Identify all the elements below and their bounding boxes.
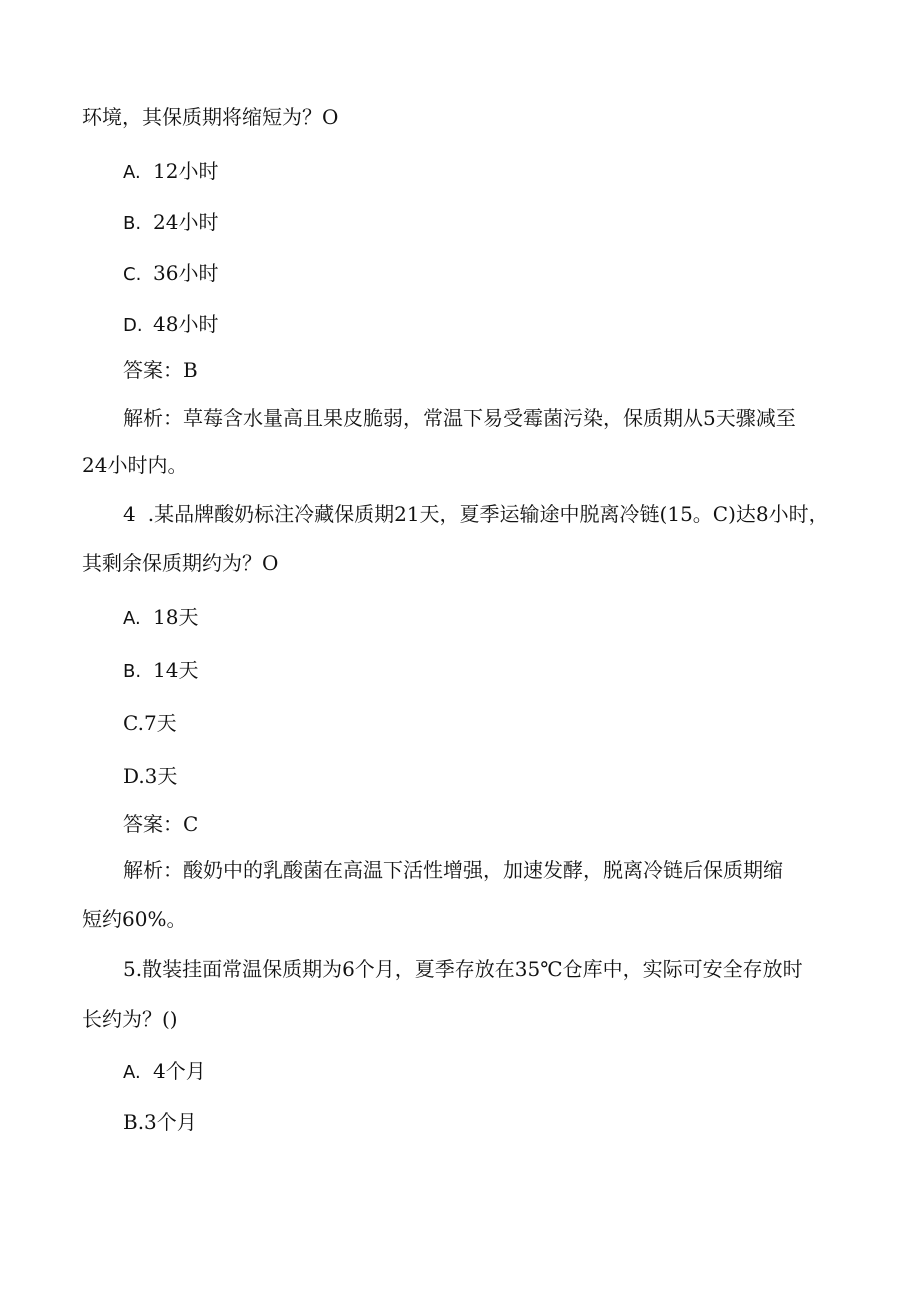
q3-option-d	[123, 310, 218, 340]
q3-answer: 答案：B	[123, 358, 198, 382]
q5-option-b: B.3个月	[123, 1110, 197, 1134]
q4-option-a-letter: A.	[123, 608, 141, 629]
q3-stem-tail: 环境，其保质期将缩短为？O	[82, 105, 339, 129]
q5-stem-line-1: 5.散装挂面常温保质期为6个月，夏季存放在35℃仓库中，实际可安全存放时	[123, 957, 803, 981]
q4-number: 4	[123, 502, 136, 526]
q3-option-a-text: 12小时	[153, 159, 219, 183]
q3-option-d-letter: D.	[123, 315, 143, 336]
q4-stem-line-2: 其剩余保质期约为？O	[82, 551, 279, 575]
q4-stem-text: .某品牌酸奶标注冷藏保质期21天，夏季运输途中脱离冷链(15。C)达8小时，	[147, 502, 829, 526]
q4-option-d: D.3天	[123, 764, 178, 788]
q3-analysis-line-2: 24小时内。	[82, 453, 188, 477]
q4-option-b-text: 14天	[153, 658, 199, 682]
q3-option-a	[123, 157, 218, 187]
q4-option-b	[123, 656, 198, 686]
q4-stem-line-1	[123, 500, 829, 528]
q5-stem-line-2: 长约为？()	[82, 1007, 178, 1031]
q3-option-a-letter: A.	[123, 162, 141, 183]
q4-option-a-text: 18天	[153, 605, 199, 629]
q4-option-c: C.7天	[123, 711, 177, 735]
q3-option-c-text: 36小时	[153, 261, 219, 285]
q3-option-b-text: 24小时	[153, 210, 219, 234]
q4-answer: 答案：C	[123, 812, 199, 836]
q4-option-b-letter: B.	[123, 661, 142, 682]
q5-option-a	[123, 1057, 206, 1087]
q5-option-a-letter: A.	[123, 1062, 141, 1083]
q3-option-c	[123, 259, 218, 289]
q3-option-d-text: 48小时	[153, 312, 219, 336]
q4-option-a	[123, 603, 198, 633]
q5-option-a-text: 4个月	[153, 1059, 206, 1083]
q4-analysis-line-2: 短约60%。	[82, 907, 187, 931]
q3-analysis-line-1: 解析：草莓含水量高且果皮脆弱，常温下易受霉菌污染，保质期从5天骤减至	[123, 406, 796, 430]
q3-option-b	[123, 208, 218, 238]
q4-analysis-line-1: 解析：酸奶中的乳酸菌在高温下活性增强，加速发酵，脱离冷链后保质期缩	[123, 858, 783, 882]
q3-option-c-letter: C.	[123, 264, 142, 285]
q3-option-b-letter: B.	[123, 213, 142, 234]
